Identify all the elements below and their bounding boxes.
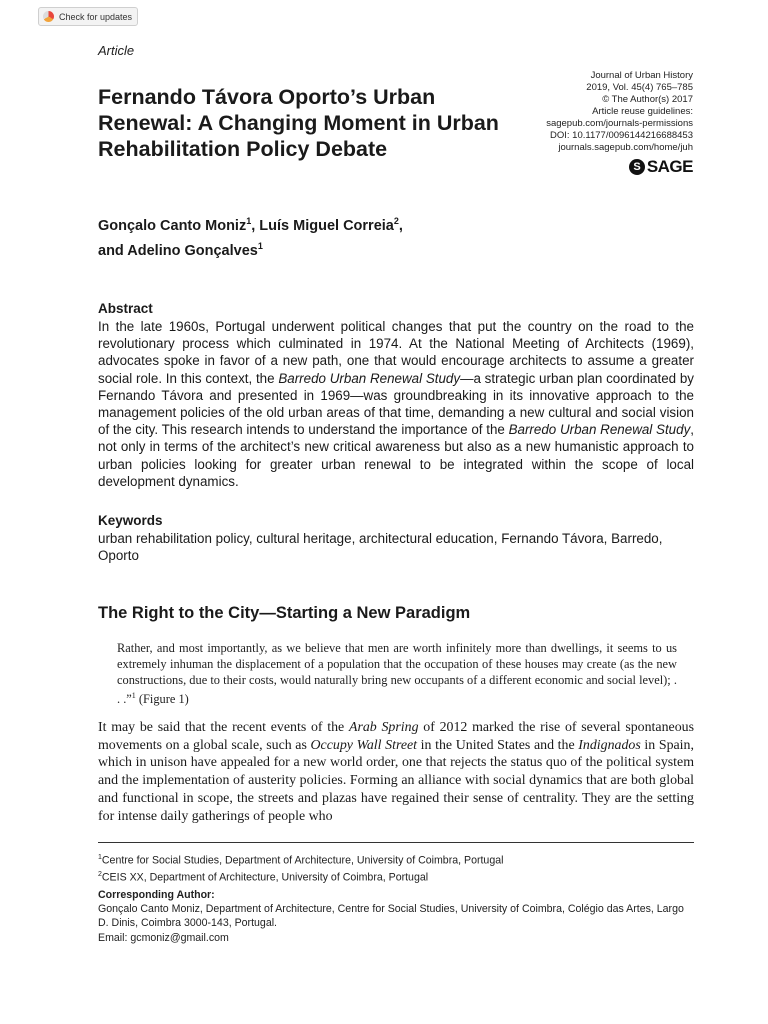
corresponding-author-address: Gonçalo Canto Moniz, Department of Architecture, Centre for Social Studies, University of Coimbra, Colégio das Artes, Largo D. Dinis, Coimbra 3000-143, Portugal.	[98, 903, 684, 930]
abstract-part: —a strategic urban plan coordinated by Fernando Távora and presented in 1969—was groundbreaking in its innovative approach to the management policies of the old urban areas of that time, demanding a new cultural and social vision of the city. This research intends to understand the importance of the	[98, 370, 694, 438]
corresponding-author-email[interactable]: Email: gcmoniz@gmail.com	[98, 931, 229, 944]
abstract-emphasis: Barredo Urban Renewal Study	[278, 370, 461, 386]
affiliation-marker: 1	[246, 216, 252, 226]
abstract-text	[98, 318, 694, 490]
body-paragraph	[98, 719, 694, 825]
body-part: in the United States and the	[417, 737, 579, 753]
journal-homepage-link[interactable]: journals.sagepub.com/home/juh	[558, 142, 693, 153]
affiliation-2	[98, 868, 694, 885]
affiliations	[98, 851, 694, 884]
keywords-text: urban rehabilitation policy, cultural heritage, architectural education, Fernando Távora, Barredo, Oporto	[98, 531, 663, 564]
affiliation-text: Centre for Social Studies, Department of Architecture, University of Coimbra, Portugal	[101, 854, 504, 867]
figure-reference: (Figure 1)	[135, 692, 189, 707]
section-heading: The Right to the City—Starting a New Paradigm	[98, 604, 471, 622]
affiliation-text: CEIS XX, Department of Architecture, University of Coimbra, Portugal	[101, 871, 429, 884]
body-part: It may be said that the recent events of the	[98, 720, 349, 735]
article-type-label: Article	[98, 43, 135, 58]
abstract-emphasis: Barredo Urban Renewal Study	[508, 422, 691, 438]
abstract-part: In the late 1960s, Portugal underwent political changes that put the country on the road to the revolutionary process which culminated in 1974. At the National Meeting of Architects (1969), advocates spoke in favor of a new path, one that would encourage architects to assume a greater social role. In this context, the	[98, 319, 694, 386]
publisher-name: SAGE	[646, 157, 693, 176]
check-for-updates-label: Check for updates	[59, 11, 133, 22]
affiliation-marker: 2	[98, 870, 102, 878]
permissions-link[interactable]: sagepub.com/journals-permissions	[546, 118, 693, 129]
check-for-updates-button[interactable]	[38, 7, 138, 26]
author-list	[98, 211, 658, 261]
author-separator: ,	[398, 217, 403, 234]
affiliation-marker: 1	[257, 240, 263, 251]
sage-logo-icon: S	[629, 159, 645, 175]
article-title: Fernando Távora Oporto’s Urban Renewal: A Changing Moment in Urban Rehabilitation Policy Debate	[98, 85, 499, 161]
body-part: in Spain, which in unison have appealed for a new world order, one that rejects the status quo of the political system and the implementation of austerity policies. Forming an alliance with social dynamics that are both global and functional in scope, the streets and plazas have regained their sense of centrality. They are the setting for intense daily gatherings of people who	[98, 737, 694, 824]
footnote-divider	[98, 842, 694, 843]
affiliation-marker: 1	[98, 854, 102, 861]
quote-text: Rather, and most importantly, as we believe that men are worth infinitely more than dwellings, it seems to us extremely inhuman the displacement of a population that the occupation of these houses may create (as the new constructions, due to their costs, would naturally bring new occupants of a different economic and social level); . . .”	[117, 641, 677, 707]
doi[interactable]: DOI: 10.1177/0096144216688453	[550, 130, 693, 141]
journal-name: Journal of Urban History	[590, 70, 693, 81]
footnote-marker: 1	[131, 691, 136, 700]
author-name: Luís Miguel Correia	[259, 217, 394, 234]
copyright: © The Author(s) 2017	[602, 94, 693, 105]
body-part: of 2012 marked the rise of several spontaneous movements on a global scale, such as	[98, 720, 694, 753]
corresponding-author-heading: Corresponding Author:	[98, 889, 215, 901]
abstract-part: , not only in terms of the architect’s new critical awareness but also as a new humanistic approach to urban policies looking for greater urban renewal to be integrated within the scope of local development dynamics.	[98, 422, 694, 489]
journal-metadata	[453, 70, 693, 154]
reuse-guidelines: Article reuse guidelines:	[592, 106, 693, 117]
body-emphasis: Occupy Wall Street	[310, 737, 418, 753]
author-name: Gonçalo Canto Moniz	[98, 217, 247, 234]
corresponding-author	[98, 888, 694, 945]
keywords-heading: Keywords	[98, 513, 163, 528]
abstract-heading: Abstract	[98, 301, 153, 316]
block-quote	[117, 640, 677, 707]
body-emphasis: Indignados	[578, 737, 641, 753]
crossmark-icon	[43, 11, 54, 22]
body-emphasis: Arab Spring	[348, 720, 419, 735]
affiliation-1	[98, 851, 694, 868]
author-conjunction: and	[98, 242, 128, 259]
author-separator: ,	[251, 217, 260, 234]
journal-volume: 2019, Vol. 45(4) 765–785	[586, 82, 693, 93]
sage-logo	[629, 157, 693, 177]
author-name: Adelino Gonçalves	[127, 242, 258, 259]
affiliation-marker: 2	[393, 216, 399, 226]
